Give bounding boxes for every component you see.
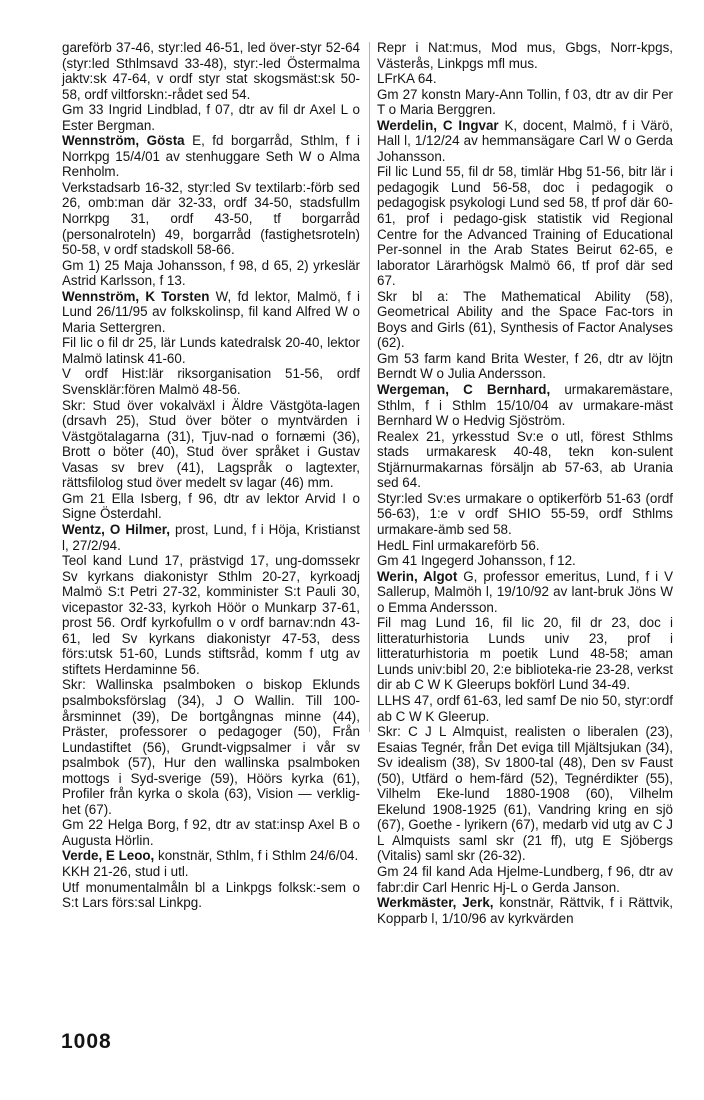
entry-name: Wennström, K Torsten (62, 288, 210, 304)
entry-text: Verkstadsarb 16-32, styr:led Sv textilarb:-förb sed 26, omb:man där 32-33, ordf 34-50, stadsfullm Norrkpg 31, ordf 43-50, tf borgarråd (personalroteln) 49, borgarråd (fastighetsroteln) 50-58, v ordf stadskoll 58-66. (62, 179, 360, 258)
entry (377, 569, 673, 616)
entry-text: KKH 21-26, stud i utl. (62, 863, 189, 879)
entry (62, 133, 360, 180)
entry-name: Wentz, O Hilmer, (62, 521, 170, 537)
entry (377, 382, 673, 429)
entry (377, 895, 673, 926)
entry (62, 366, 360, 397)
entry (62, 398, 360, 491)
entry-text: W, fd lektor, Malmö, f i Lund 26/11/95 av folkskolinsp, fil kand Alfred W o Maria Settergren. (62, 288, 360, 335)
entry (377, 71, 673, 87)
entry-text: urmakaremästare, Sthlm, f i Sthlm 15/10/04 av urmakare-mäst Bernhard W o Hedvig Sjöström. (377, 382, 673, 429)
entry-text: Gm 53 farm kand Brita Wester, f 26, dtr av löjtn Berndt W o Julia Andersson. (377, 350, 673, 382)
entry-text: Repr i Nat:mus, Mod mus, Gbgs, Norr-kpgs, Västerås, Linkpgs mfl mus. (377, 40, 673, 71)
entry-text: Gm 21 Ella Isberg, f 96, dtr av lektor Arvid I o Signe Österdahl. (62, 490, 360, 522)
column-divider (369, 42, 370, 732)
entry-text: Gm 33 Ingrid Lindblad, f 07, dtr av fil dr Axel L o Ester Bergman. (62, 102, 360, 133)
entry (62, 289, 360, 336)
entry-text: G, professor emeritus, Lund, f i V Sallerup, Malmöh l, 19/10/92 av lant-bruk Jöns W o Emma Andersson. (377, 568, 674, 615)
entry-text: K, docent, Malmö, f i Värö, Hall l, 1/12/24 av hemmansägare Carl W o Gerda Johansson. (377, 117, 674, 164)
entry (377, 164, 673, 288)
entry (377, 864, 673, 895)
entry-text: Gm 24 fil kand Ada Hjelme-Lundberg, f 96, dtr av fabr:dir Carl Henric Hj-L o Gerda Janson. (377, 863, 673, 895)
entry-text: konstnär, Rättvik, f i Rättvik, Kopparb l, 1/10/96 av kyrkvärden (377, 895, 673, 926)
entry (377, 118, 673, 165)
entry (62, 848, 360, 864)
entry (62, 258, 360, 289)
entry-text: Realex 21, yrkesstud Sv:e o utl, förest Sthlms stads urmakaresk 40-48, tekn kon-sulent Stjärnurmakarnas försäljn ab 57-63, ab Urania sed 64. (377, 428, 673, 491)
entry (62, 335, 360, 366)
entry (62, 491, 360, 522)
entry (377, 724, 673, 864)
entry-text: E, fd borgarråd, Sthlm, f i Norrkpg 15/4/01 av stenhuggare Seth W o Alma Renholm. (62, 133, 360, 180)
entry (377, 429, 673, 491)
entry (62, 40, 360, 102)
entry-text: Skr: C J L Almquist, realisten o liberalen (23), Esaias Tegnér, från Det eviga till Mjältsjukan (34), Sv idealism (38), Sv 1800-tal (48), Den sv Faust (50), Utfärd o hem-färd (52), Tegnérdikter (55), Vilhelm Eke-lund 1880-1908 (60), Vilhelm Ekelund 1908-1925 (61), Vandring kring en sjö (67), Goethe - lyrikern (67), medarb vid utg av C J L Almquists saml skr (21 ff), utg E Sjöbergs (Vitalis) saml skr (26-32). (377, 724, 673, 864)
entry-name: Wennström, Gösta (62, 133, 185, 149)
right-column (377, 40, 673, 926)
entry (377, 553, 673, 569)
entry (377, 351, 673, 382)
entry-text: Gm 1) 25 Maja Johansson, f 98, d 65, 2) yrkeslär Astrid Karlsson, f 13. (62, 257, 360, 289)
entry (62, 817, 360, 848)
page-number: 1008 (61, 1030, 112, 1053)
entry (62, 864, 360, 880)
entry (62, 102, 360, 133)
entry-text: Fil lic o fil dr 25, lär Lunds katedralsk 20-40, lektor Malmö latinsk 41-60. (62, 335, 360, 366)
entry-text: Fil lic Lund 55, fil dr 58, timlär Hbg 51-56, bitr lär i pedagogik Lund 56-58, doc i pedagogik o pedagogisk psykologi Lund sed 58, tf prof där 60-61, prof i pedago-gisk statistik vid Regional Centre for the Advanced Training of Educational Per-sonnel in the Arab States Beirut 62-65, e laborator Lärarhögsk Malmö 66, tf prof där sed 67. (377, 164, 673, 289)
entry-name: Wergeman, C Bernhard, (377, 382, 551, 398)
entry (377, 538, 673, 554)
entry (377, 87, 673, 118)
entry (62, 677, 360, 817)
entry (377, 40, 673, 71)
entry-name: Werin, Algot (377, 568, 458, 584)
entry-text: Gm 27 konstn Mary-Ann Tollin, f 03, dtr av dir Per T o Maria Berggren. (377, 86, 673, 118)
entry (377, 491, 673, 538)
entry-text: V ordf Hist:lär riksorganisation 51-56, ordf Svensklär:fören Malmö 48-56. (62, 366, 360, 398)
entry (62, 180, 360, 258)
entry (377, 289, 673, 351)
entry (62, 553, 360, 677)
entry-text: Teol kand Lund 17, prästvigd 17, ung-domssekr Sv kyrkans diakonistyr Sthlm 20-27, kyrkoadj Malmö S:t Petri 27-32, komminister S:t Pauli 30, vicepastor 32-33, kyrkoh Höör o Munkarp 37-61, prost 56. Ordf kyrkofullm o v ordf barnav:ndn 43-61, led Sv kyrkans diakonistyr 47-53, dess förs:utsk 51-60, Lunds stiftsråd, komm f utg av stiftets Herdaminne 56. (62, 553, 360, 677)
left-column (62, 40, 360, 911)
entry-name: Werkmäster, Jerk, (377, 895, 494, 911)
entry-text: LFrKA 64. (377, 71, 437, 87)
entry-text: prost, Lund, f i Höja, Kristianst l, 27/2/94. (62, 521, 361, 553)
entry-text: Skr: Stud över vokalväxl i Äldre Västgöta-lagen (drsavh 25), Stud över böter o myntvärden i Västgötalagarna (31), Tjuv-nad o fornæmi (36), Brott o böter (40), Stud över språket i Gustav Vasas sv brev (41), Lagspråk o lagtexter, rättsfilolog stud över medelt sv lagar (46) mm. (62, 397, 360, 491)
entry (377, 693, 673, 724)
entry-text: LLHS 47, ordf 61-63, led samf De nio 50, styr:ordf ab C W K Gleerup. (377, 692, 673, 724)
entry-text: gareförb 37-46, styr:led 46-51, led över-styr 52-64 (styr:led Sthlmsavd 33-48), styr:-led Östermalma jaktv:sk 47-64, v ordf styr stat skogsmäst:sk 50-58, ordf viltforskn:-rådet sed 54. (62, 40, 360, 102)
entry-text: konstnär, Sthlm, f i Sthlm 24/6/04. (154, 848, 359, 864)
entry (62, 522, 360, 553)
entry-text: Styr:led Sv:es urmakare o optikerförb 51-63 (ordf 56-63), 1:e v ordf SHIO 55-59, ordf Sthlms urmakare-ämb sed 58. (377, 490, 673, 537)
entry (377, 615, 673, 693)
entry-text: Utf monumentalmåln bl a Linkpgs folksk:-sem o S:t Lars förs:sal Linkpg. (62, 879, 360, 911)
entry-name: Verde, E Leoo, (62, 848, 155, 864)
entry-text: Gm 41 Ingegerd Johansson, f 12. (377, 553, 576, 569)
entry-name: Werdelin, C Ingvar (377, 117, 499, 133)
entry-text: HedL Finl urmakareförb 56. (377, 537, 540, 553)
entry-text: Skr bl a: The Mathematical Ability (58), Geometrical Ability and the Space Fac-tors in Boys and Girls (61), Synthesis of Factor Analyses (62). (377, 288, 673, 351)
entry-text: Gm 22 Helga Borg, f 92, dtr av stat:insp Axel B o Augusta Hörlin. (62, 817, 360, 848)
entry-text: Fil mag Lund 16, fil lic 20, fil dr 23, doc i litteraturhistoria Lunds univ 23, prof i litteraturhistoria m poetik Lund 48-58; aman Lunds univ:bibl 20, 2:e biblioteka-rie 23-28, verkst dir ab C W K Gleerups bokförl Lund 34-49. (377, 615, 673, 693)
entry (62, 880, 360, 911)
entry-text: Skr: Wallinska psalmboken o biskop Eklunds psalmboksförslag (34), J O Wallin. Till 100-årsminnet (39), De bortgångnas minne (44), Präster, professorer o pedagoger (50), Från Lundastiftet (56), Grundt-vigpsalmer i vår sv psalmbok (57), Hur den wallinska psalmboken mottogs i Syd-sverige (59), Höörs kyrka (61), Profiler från kyrka o skola (63), Vision — verklig-het (67). (62, 677, 360, 817)
